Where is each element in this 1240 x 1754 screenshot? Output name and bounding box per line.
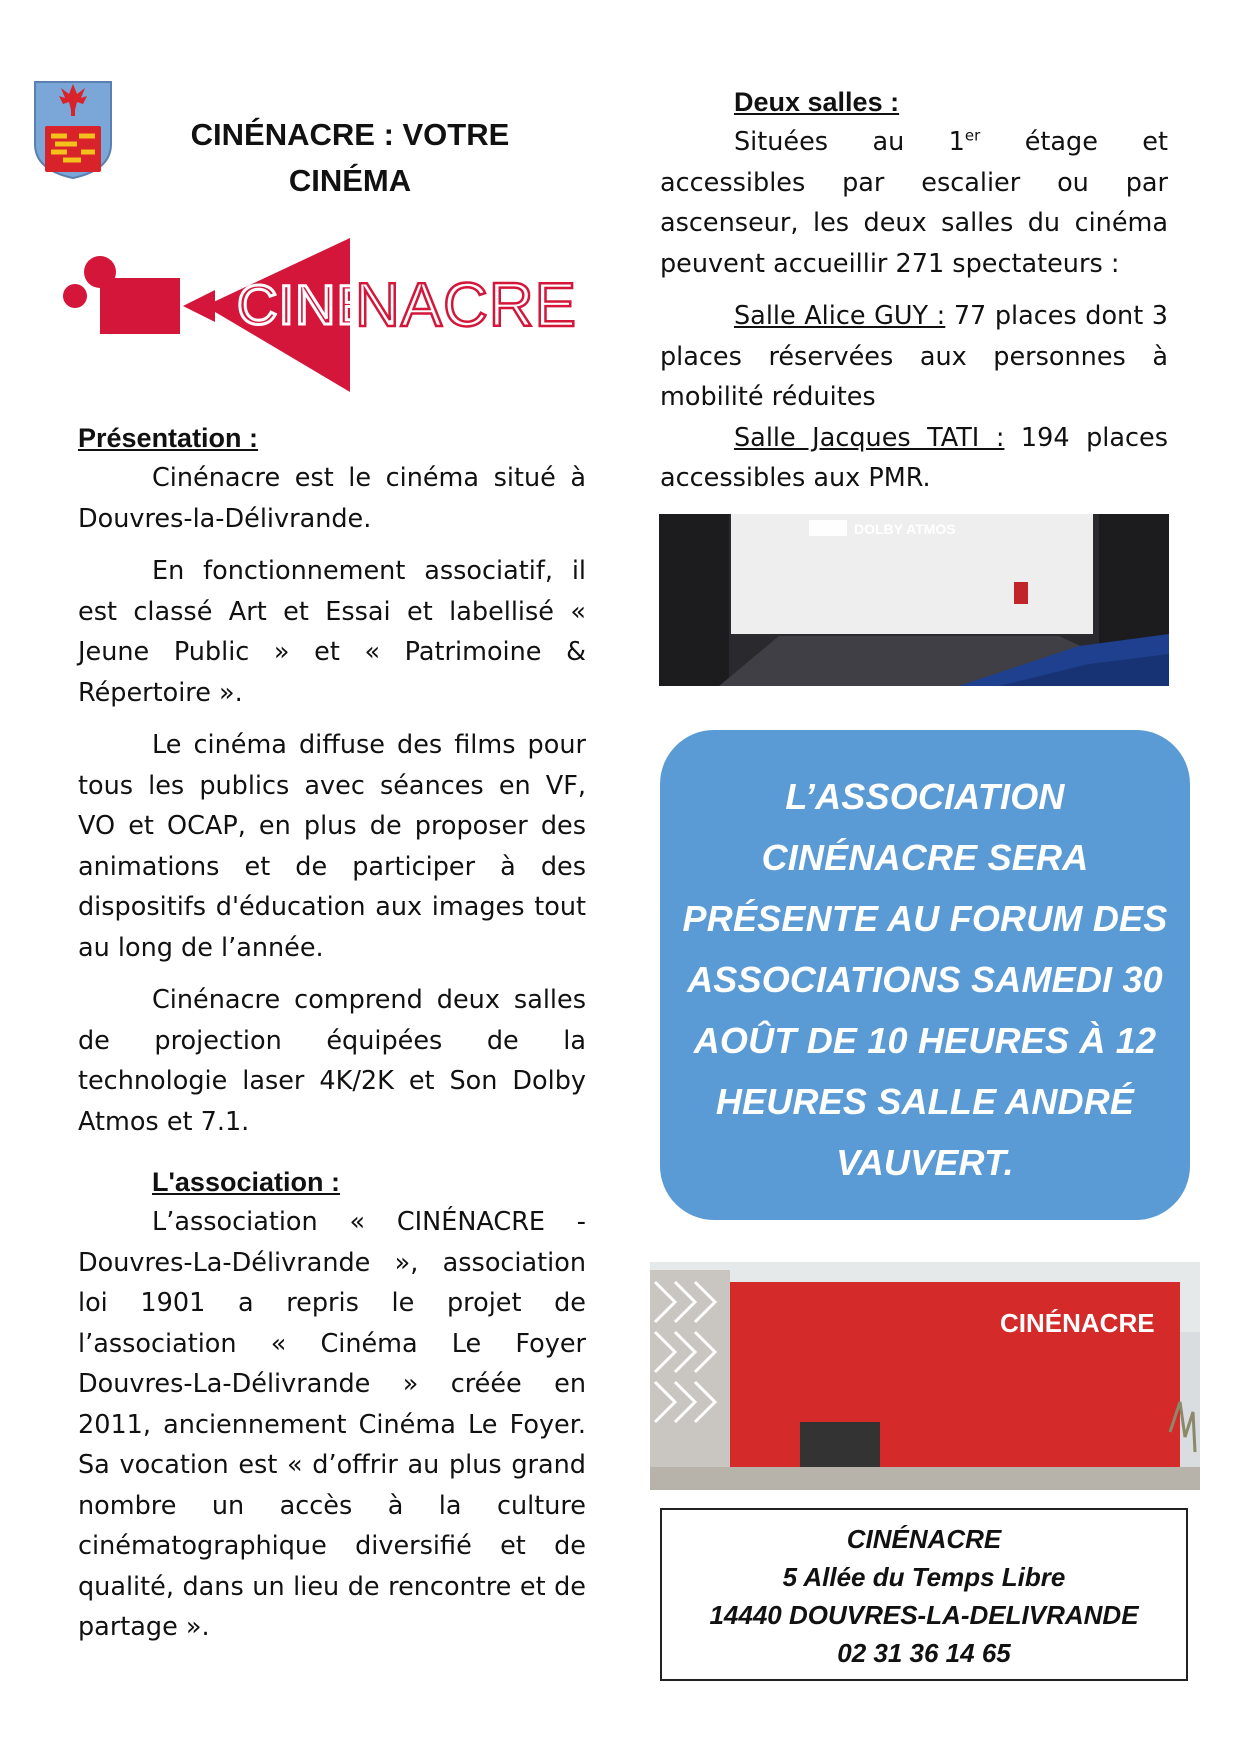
address-city: 14440 DOUVRES-LA-DELIVRANDE bbox=[709, 1600, 1139, 1630]
right-column bbox=[660, 82, 1168, 511]
cinema-room-photo bbox=[659, 514, 1169, 686]
address-name: CINÉNACRE bbox=[846, 1524, 1002, 1554]
salles-intro-before: Situées au 1 bbox=[734, 127, 965, 157]
salle-alice-guy bbox=[660, 296, 1168, 418]
association-paragraph: L’association « CINÉNACRE - Douvres-La-Délivrande », association loi 1901 a repris le projet de l’association « Cinéma Le Foyer Douvres-La-Délivrande » créée en 2011, anciennement Cinéma Le Foyer. Sa vocation est « d’offrir au plus grand nombre un accès à la culture cinématographique diversifié et de qualité, dans un lieu de rencontre et de partage ». bbox=[78, 1207, 586, 1642]
logo-text-cine: CINÉ bbox=[237, 273, 375, 336]
salle-alice-guy-label: Salle Alice GUY : bbox=[734, 301, 946, 331]
presentation-paragraph-2: En fonctionnement associatif, il est classé Art et Essai et labellisé « Jeune Public » et « Patrimoine & Répertoire ». bbox=[78, 556, 586, 708]
presentation-heading: Présentation : bbox=[78, 423, 259, 453]
forum-callout bbox=[660, 730, 1190, 1220]
salles-heading: Deux salles : bbox=[734, 87, 900, 117]
salles-intro-sup: er bbox=[964, 126, 981, 145]
salles-intro-after: étage et accessibles par escalier ou par ascenseur, les deux salles du cinéma peuvent accueillir 271 spectateurs : bbox=[660, 127, 1168, 279]
presentation-paragraph-4: Cinénacre comprend deux salles de projection équipées de la technologie laser 4K/2K et Son Dolby Atmos et 7.1. bbox=[78, 985, 586, 1137]
page-title: CINÉNACRE : VOTRE CINÉMA bbox=[190, 117, 510, 198]
salle-jacques-tati-label: Salle Jacques TATI : bbox=[734, 422, 1005, 453]
association-heading: L'association : bbox=[152, 1167, 340, 1197]
presentation-paragraph-1: Cinénacre est le cinéma situé à Douvres-la-Délivrande. bbox=[78, 463, 586, 534]
salle-jacques-tati bbox=[660, 418, 1168, 499]
building-sign: CINÉNACRE bbox=[1000, 1308, 1155, 1338]
logo-text-nacre: NACRE bbox=[355, 271, 575, 340]
forum-callout-text: L’ASSOCIATION CINÉNACRE SERA PRÉSENTE AU FORUM DES ASSOCIATIONS SAMEDI 30 AOÛT DE 10 HEURES À 12 HEURES SALLE ANDRÉ VAUVERT. bbox=[682, 776, 1168, 1183]
presentation-paragraph-3: Le cinéma diffuse des films pour tous les publics avec séances en VF, VO et OCAP, en plus de proposer des animations et de participer à des dispositifs d'éducation aux images tout au long de l’année. bbox=[78, 730, 586, 963]
dolby-atmos-label: DOLBY ATMOS bbox=[854, 521, 956, 537]
address-phone: 02 31 36 14 65 bbox=[837, 1638, 1011, 1668]
cinenacre-logo bbox=[55, 230, 575, 400]
cinema-building-photo bbox=[650, 1262, 1200, 1490]
address-street: 5 Allée du Temps Libre bbox=[782, 1562, 1066, 1592]
left-column bbox=[78, 418, 586, 1660]
salle-alice-guy-text: 77 places dont 3 places réservées aux personnes à mobilité réduites bbox=[660, 301, 1169, 412]
coat-of-arms-icon bbox=[33, 80, 113, 180]
address-box bbox=[660, 1508, 1188, 1681]
salles-intro bbox=[660, 122, 1168, 284]
salle-jacques-tati-text: 194 places accessibles aux PMR. bbox=[660, 422, 1168, 493]
